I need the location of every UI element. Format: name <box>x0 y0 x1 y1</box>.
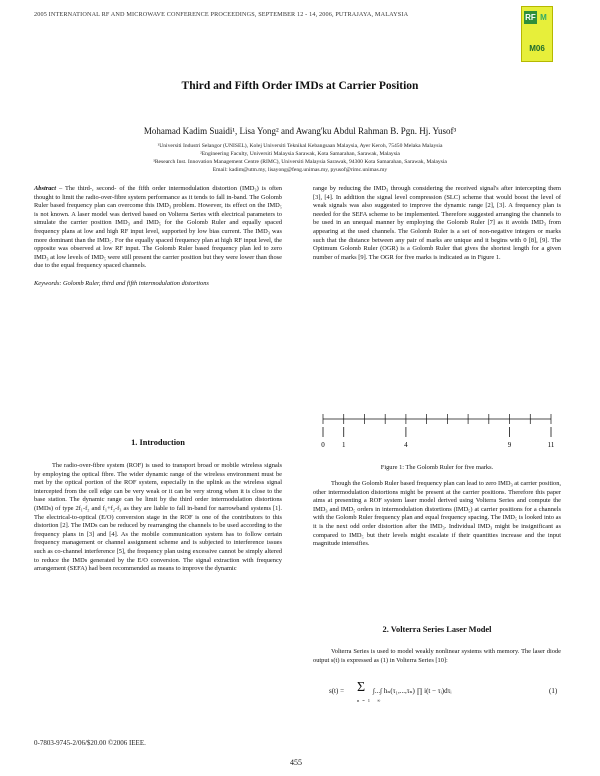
right-column-text-1: range by reducing the IMD₃ through considering the received signal's after intercepting them [3], [4]. In addition the signal level compression (SLC) scheme that would boost the level of weak signals was also suggested to improve the dynamic range [2], [3]. A frequency plan is needed for the SEFA scheme to be implemented. Therefore suggested arranging the channels to be used in an unequal manner by employing the Golomb Ruler [7] as it avoids IMD₃ from appearing at the used channels. The Golomb Ruler is a set of non-negative integers or marks such that the distance between any pair of marks are unique and it begins with 0 [8], [9]. The Optimum Golomb Ruler (OGR) is a Golomb Ruler that gives the shortest length for a given number of marks [9]. The OGR for five marks is indicated as in Figure 1. <box>313 185 561 261</box>
right-column-text-2: Though the Golomb Ruler based frequency plan can lead to zero IMD₃ at carrier position, other intermodulation distortions might be present at the carrier positions. Therefore this paper aims at presenting a ROF system laser model derived using Volterra Series and compute the IMD₃ and IMD₅ orders in intermodulation distortions (IMD₅) at carrier positions for a channels with the Golomb Ruler frequency plan and equal frequency spacing. The IMD₅ is looked into as it is the next odd order distortion after the IMD₃. Individual IMD₃ might be insignificant as compared to IMD₅ but their levels might escalate if their quantities increase and the input magnitude intensifies. <box>313 480 561 548</box>
abstract <box>34 185 282 289</box>
logo-m: M <box>538 11 549 24</box>
conference-header: 2005 INTERNATIONAL RF AND MICROWAVE CONFERENCE PROCEEDINGS, SEPTEMBER 12 - 14, 2006, PUTRAJAYA, MALAYSIA <box>34 11 409 18</box>
affiliation-3: ³Research Inst. Innovation Management Centre (RIMC), Universiti Malaysia Sarawak, 94300 Kota Samarahan, Sarawak, Malaysia <box>153 159 447 165</box>
golomb-ruler-figure <box>313 409 561 459</box>
figure-caption: Figure 1: The Golomb Ruler for five marks. <box>380 464 494 471</box>
ruler-mark-label: 1 <box>341 441 346 449</box>
ruler-marks <box>323 427 551 437</box>
section-heading-volterra: 2. Volterra Series Laser Model <box>382 625 492 634</box>
ruler-mark-label: 4 <box>404 441 408 449</box>
affiliation-1: ¹Universiti Industri Selangor (UNISEL), Kolej Universiti Teknikal Kebangsaan Malaysia, Ayer Keroh, 75450 Melaka Malaysia <box>157 143 443 149</box>
affiliation-2: ²Engineering Faculty, Universiti Malaysia Sarawak, Kota Samarahan, Sarawak, Malaysia <box>200 151 400 157</box>
section-heading-introduction: 1. Introduction <box>131 438 185 447</box>
equation-sum: Σ <box>357 680 366 695</box>
abstract-text: – The third-, second- of the fifth order intermodulation distortion (IMD₃) is often thought to limit the radio-over-fibre system performance as it tends to fall in-band. The Golomb Ruler based frequency plan can overcome this IMD₃ problem. However, its effect on the IMD₅ is not known. A laser model was derived based on Volterra Series with electrical parameters to simulate the carrier position IMD₃ and IMD₅ for the Golomb Ruler and equally spaced frequency plans at low and high RF input level, supported by low bias current. The IMD₃ was more dominant than the IMD₅. For the equally spaced frequency plan at high RF input level, the opposite was observed at low RF input. The Golomb Ruler based frequency plan led to zero IMD₃ at low levels of IMD₅ were still present the carrier position but they were lower than those due to the equal frequency spaced channels. <box>34 185 282 270</box>
equation-integral: ∫...∫ hₙ(τ₁,...,τₙ) ∏ i(t − τᵢ)dτᵢ <box>373 687 452 695</box>
logo-rf: RF <box>525 13 536 22</box>
paper-title: Third and Fifth Order IMDs at Carrier Position <box>181 80 419 92</box>
ruler-mark-label: 9 <box>507 441 512 449</box>
equation-sum-limits: n=1 ∞ <box>357 698 384 703</box>
keywords: Keywords: Golomb Ruler, third and fifth intermodulation distortions <box>34 279 209 287</box>
copyright-footer: 0-7803-9745-2/06/$20.00 ©2006 IEEE. <box>34 739 146 747</box>
ruler-mark-label: 11 <box>547 441 555 449</box>
volterra-text: Volterra Series is used to model weakly nonlinear systems with memory. The laser diode output s(t) is expressed as (1) in Volterra Series [10]: <box>313 648 561 664</box>
affiliation-email: Email: kadim@utm.my, lisayong@feng.unimas.my, pyusof@rimc.unimas.my <box>212 167 388 173</box>
equation-number: (1) <box>549 687 558 695</box>
logo-year: M06 <box>529 44 545 53</box>
page-number: 455 <box>290 758 302 767</box>
conference-logo <box>521 6 553 62</box>
author-list: Mohamad Kadim Suaidi¹, Lisa Yong² and Awang'ku Abdul Rahman B. Pgn. Hj. Yusof³ <box>143 126 457 136</box>
equation-lhs: s(t) = <box>329 687 345 695</box>
abstract-label: Abstract <box>34 185 57 192</box>
introduction-text: The radio-over-fibre system (ROF) is used to transport broad or mobile wireless signals by employing the optical fibre. The wider dynamic range of the wireless environment must be met by the optical portion of the ROF system, especially in the uplink as the wireless signal intercepted from the cell edge can be very weak or it can be very strong when it is close to the base station. The dynamic range can be limit by the third order intermodulation distortions (IMDs) of type 2f₁-f₂ and f₁+f₂-f₃ as they are liable to fall in-band for narrowband systems [1]. The electrical-to-optical (E/O) conversion stage in the ROF is one of the contributors to this distortion [2]. The IMDs can be reduced by rearranging the channels to be used according to the frequency plans in [3] and [4]. As the mobile communication system has to follow certain frequency management or channel assignment scheme and is subjected to interference issues such as co-channel interference [5], the frequency plan using excessive cannot be simply altered to reduce the IMDs generated by the E/O conversion. The signal extraction with frequency arrangement (SEFA) had been recommended as means to improve the dynamic <box>34 462 282 573</box>
ruler-mark-label: 0 <box>321 441 325 449</box>
equation-1 <box>313 678 571 706</box>
ruler-labels <box>321 441 555 449</box>
